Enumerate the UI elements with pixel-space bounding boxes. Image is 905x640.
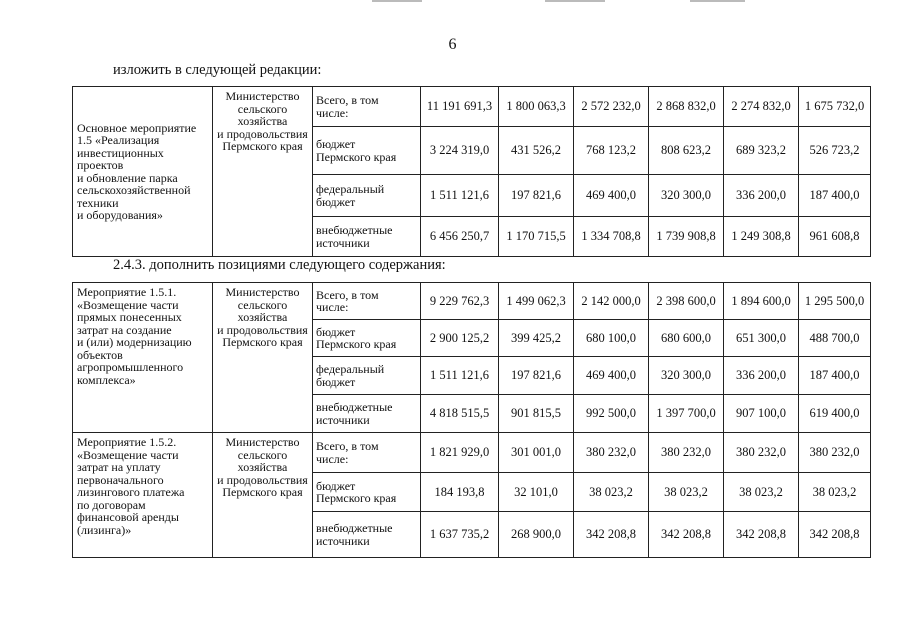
value-cell: 961 608,8 xyxy=(799,217,871,257)
value-cell: 469 400,0 xyxy=(574,357,649,395)
value-cell: 11 191 691,3 xyxy=(421,87,499,127)
value-cell: 488 700,0 xyxy=(799,320,871,357)
activity-name-cell xyxy=(73,87,213,257)
value-cell: 808 623,2 xyxy=(649,127,724,175)
value-cell: 380 232,0 xyxy=(574,433,649,473)
table-row xyxy=(73,283,871,320)
value-cell: 38 023,2 xyxy=(724,473,799,512)
activity-name: Мероприятие 1.5.1. «Возмещение части прямых понесенных затрат на создание и (или) модернизацию объектов агропромышленного комплекса» xyxy=(77,285,192,387)
value-cell: 399 425,2 xyxy=(499,320,574,357)
value-cell: 336 200,0 xyxy=(724,357,799,395)
source-label: бюджет Пермского края xyxy=(313,127,421,175)
executor-cell xyxy=(213,433,313,558)
value-cell: 320 300,0 xyxy=(649,175,724,217)
scan-top-edge-marks xyxy=(0,0,905,4)
value-cell: 9 229 762,3 xyxy=(421,283,499,320)
value-cell: 1 511 121,6 xyxy=(421,175,499,217)
source-label: Всего, в том числе: xyxy=(313,283,421,320)
page-number: 6 xyxy=(448,36,457,53)
value-cell: 1 894 600,0 xyxy=(724,283,799,320)
value-cell: 342 208,8 xyxy=(574,512,649,558)
value-cell: 526 723,2 xyxy=(799,127,871,175)
value-cell: 680 100,0 xyxy=(574,320,649,357)
source-label: федеральный бюджет xyxy=(313,357,421,395)
value-cell: 2 868 832,0 xyxy=(649,87,724,127)
value-cell: 901 815,5 xyxy=(499,395,574,433)
table-row xyxy=(73,433,871,473)
table-added-activities xyxy=(72,282,871,558)
table-row xyxy=(73,87,871,127)
value-cell: 1 511 121,6 xyxy=(421,357,499,395)
value-cell: 184 193,8 xyxy=(421,473,499,512)
value-cell: 1 499 062,3 xyxy=(499,283,574,320)
value-cell: 4 818 515,5 xyxy=(421,395,499,433)
value-cell: 1 397 700,0 xyxy=(649,395,724,433)
value-cell: 2 900 125,2 xyxy=(421,320,499,357)
source-label: бюджет Пермского края xyxy=(313,320,421,357)
value-cell: 1 637 735,2 xyxy=(421,512,499,558)
value-cell: 2 274 832,0 xyxy=(724,87,799,127)
value-cell: 651 300,0 xyxy=(724,320,799,357)
executor-name: Министерство сельского хозяйства и продовольствия Пермского края xyxy=(217,285,308,349)
value-cell: 268 900,0 xyxy=(499,512,574,558)
value-cell: 768 123,2 xyxy=(574,127,649,175)
value-cell: 342 208,8 xyxy=(799,512,871,558)
value-cell: 907 100,0 xyxy=(724,395,799,433)
activity-name: Мероприятие 1.5.2. «Возмещение части затрат на уплату первоначального лизингового платежа по договорам финансовой аренды (лизинга)» xyxy=(77,435,185,537)
value-cell: 1 739 908,8 xyxy=(649,217,724,257)
value-cell: 197 821,6 xyxy=(499,175,574,217)
source-label: внебюджетные источники xyxy=(313,217,421,257)
value-cell: 2 142 000,0 xyxy=(574,283,649,320)
value-cell: 1 295 500,0 xyxy=(799,283,871,320)
value-cell: 6 456 250,7 xyxy=(421,217,499,257)
table-main-activity xyxy=(72,86,871,257)
value-cell: 380 232,0 xyxy=(724,433,799,473)
value-cell: 301 001,0 xyxy=(499,433,574,473)
value-cell: 187 400,0 xyxy=(799,175,871,217)
value-cell: 38 023,2 xyxy=(799,473,871,512)
activity-name-cell xyxy=(73,433,213,558)
value-cell: 380 232,0 xyxy=(799,433,871,473)
value-cell: 1 249 308,8 xyxy=(724,217,799,257)
value-cell: 431 526,2 xyxy=(499,127,574,175)
source-label: Всего, в том числе: xyxy=(313,87,421,127)
value-cell: 1 170 715,5 xyxy=(499,217,574,257)
intro-text-edit: изложить в следующей редакции: xyxy=(113,62,322,78)
source-label: Всего, в том числе: xyxy=(313,433,421,473)
value-cell: 380 232,0 xyxy=(649,433,724,473)
activity-name-cell xyxy=(73,283,213,433)
value-cell: 1 821 929,0 xyxy=(421,433,499,473)
value-cell: 2 572 232,0 xyxy=(574,87,649,127)
value-cell: 680 600,0 xyxy=(649,320,724,357)
source-label: федеральный бюджет xyxy=(313,175,421,217)
value-cell: 619 400,0 xyxy=(799,395,871,433)
source-label: внебюджетные источники xyxy=(313,512,421,558)
executor-name: Министерство сельского хозяйства и продовольствия Пермского края xyxy=(217,89,308,153)
value-cell: 342 208,8 xyxy=(649,512,724,558)
source-label: бюджет Пермского края xyxy=(313,473,421,512)
value-cell: 320 300,0 xyxy=(649,357,724,395)
value-cell: 336 200,0 xyxy=(724,175,799,217)
value-cell: 2 398 600,0 xyxy=(649,283,724,320)
value-cell: 1 675 732,0 xyxy=(799,87,871,127)
value-cell: 342 208,8 xyxy=(724,512,799,558)
value-cell: 1 334 708,8 xyxy=(574,217,649,257)
executor-cell xyxy=(213,283,313,433)
intro-text-add: 2.4.3. дополнить позициями следующего содержания: xyxy=(113,257,446,273)
value-cell: 3 224 319,0 xyxy=(421,127,499,175)
activity-name: Основное мероприятие 1.5 «Реализация инвестиционных проектов и обновление парка сельскохозяйственной техники и оборудования» xyxy=(77,120,197,222)
executor-name: Министерство сельского хозяйства и продовольствия Пермского края xyxy=(217,435,308,499)
value-cell: 469 400,0 xyxy=(574,175,649,217)
value-cell: 38 023,2 xyxy=(649,473,724,512)
value-cell: 187 400,0 xyxy=(799,357,871,395)
executor-cell xyxy=(213,87,313,257)
source-label: внебюджетные источники xyxy=(313,395,421,433)
value-cell: 1 800 063,3 xyxy=(499,87,574,127)
value-cell: 689 323,2 xyxy=(724,127,799,175)
value-cell: 992 500,0 xyxy=(574,395,649,433)
value-cell: 32 101,0 xyxy=(499,473,574,512)
value-cell: 197 821,6 xyxy=(499,357,574,395)
value-cell: 38 023,2 xyxy=(574,473,649,512)
